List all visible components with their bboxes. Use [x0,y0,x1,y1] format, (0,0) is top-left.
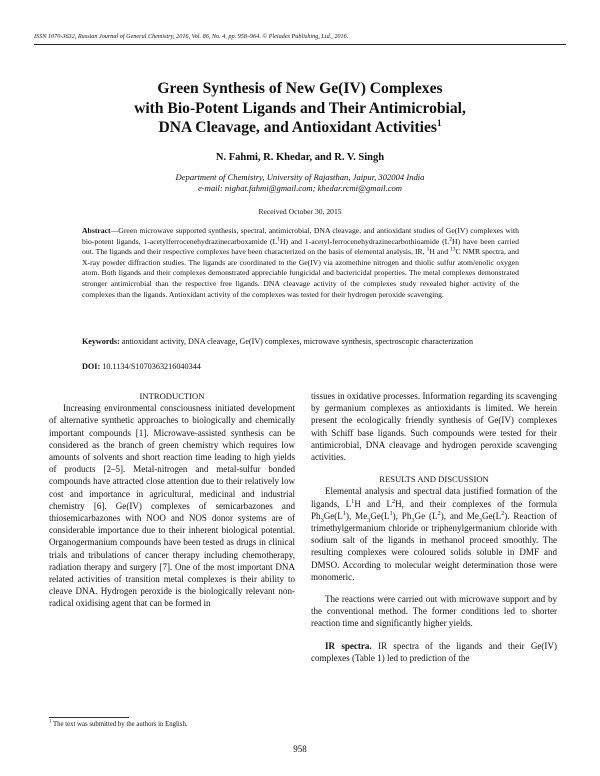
results-sup: 2 [501,509,505,517]
footnote-rule [49,717,129,718]
ir-spectra-label: IR spectra. [325,640,372,651]
section-heading-results: RESULTS AND DISCUSSION [379,474,489,485]
header-rule [34,44,566,45]
results-paragraph-1 [311,485,557,583]
page-number: 958 [293,744,307,754]
results-sup: 1 [389,509,393,517]
results-text: H and L [354,498,392,509]
results-sup: 1 [351,497,355,505]
results-sup: 2 [391,497,396,505]
title-footnote-mark: 1 [437,117,442,128]
results-text: ), Me [346,510,368,521]
title-line-1: Green Synthesis of New Ge(IV) Complexes [157,80,443,97]
keywords-text: antioxidant activity, DNA cleavage, Ge(IV) complexes, microwave synthesis, spectroscopic characterization [121,337,473,346]
results-sub: 3 [367,516,371,524]
abstract-text-1: —Green microwave supported synthesis, spectral, antimicrobial, DNA cleavage, and antioxidant studies of Ge(IV) complexes with bio-potent ligands, 1-acetylferrocenehydrazinecarboxamide (L [82,226,519,246]
spacer [311,583,557,593]
doi-link[interactable]: 10.1134/S1070363216040344 [102,362,201,371]
results-text: ), and Me [440,510,479,521]
results-sup: 2 [437,509,441,517]
title-line-3 [60,118,540,138]
section-heading-introduction: INTRODUCTION [139,391,205,401]
authors: N. Fahmi, R. Khedar, and R. V. Singh [215,152,385,163]
results-sub: 3 [478,516,483,524]
results-paragraph-3 [311,640,557,664]
results-sup: 1 [342,509,346,517]
results-text: Ge(L [370,510,390,521]
results-text: Ge(L [323,510,343,521]
results-text: ). Reaction of trimethylgermanium chloride or triphenylgermanium chloride with sodium salt of the ligands in methanol proceed smoothly. The resulting complexes were coloured solids soluble in DMF and DMSO. According to molecular weight determination those were monomeric. [311,510,557,582]
spacer [311,463,557,473]
title-line-3-text: DNA Cleavage, and Antioxidant Activities [158,119,438,136]
abstract-label: Abstract [82,226,111,235]
right-column [311,390,557,664]
abstract-sup-3: 1 [426,246,430,253]
title-line-2: with Bio-Potent Ligands and Their Antimicrobial, [134,99,466,117]
doi-label: DOI: [82,362,101,371]
intro-paragraph-1: Increasing environmental consciousness initiated development of alternative synthetic approaches to biologically and chemically important compounds [1]. Microwave-assisted synthesis can be considered as the branch of green chemistry which requires low amounts of solvents and short reaction time leading to high yields of products [2–5]. Metal-nitrogen and metal-sulfur bonded compounds have attracted close attention due to their relatively low cost and importance in agricultural, medicinal and industrial chemistry [6]. Ge(IV) complexes of semicarbazones and thiosemicarbazones with NOO and NOS donor systems are of considerable importance due to their inherent biological potential. Organogermanium compounds have been tested as drugs in clinical trials and tribulations of cancer therapy including chemotherapy, radiation therapy and surgery [7]. One of the most important DNA related activities of transition metal complexes is their ability to cleave DNA. Hydrogen peroxide is the biologically relevant non-radical oxidising agent that can be formed in [49,403,295,609]
results-paragraph-2: The reactions were carried out with microwave support and by the conventional method. The former conditions led to shorter reaction time and significantly higher yields. [311,594,557,629]
article-title [60,79,540,138]
footnote-text: The text was submitted by the authors in English. [51,721,188,728]
abstract-sup-2: 2 [449,236,453,243]
results-text: Elemental analysis and spectral data justified formation of the ligands, L [311,486,557,509]
results-sub: 3 [320,516,324,524]
spacer [311,630,557,640]
abstract-text-2: H) and 1-acetyl-ferrocenehydrazinecarbothioamide (L [279,236,450,246]
abstract-sup-4: 13 [450,246,456,253]
results-text: Ge(L [482,510,502,521]
intro-paragraph-2: tissues in oxidative processes. Information regarding its scavenging by germanium complexes as antioxidants is limited. We herein present the ecologically friendly synthesis of Ge(IV) complexes with Schiff base ligands. Such compounds were tested for their antimicrobial, DNA cleavage and hydrogen peroxide scavenging activities. [311,391,557,463]
keywords [82,336,519,347]
results-text: ), Ph [392,510,412,521]
email: e-mail: nighat.fahmi@gmail.com; khedar.rcmi@gmail.com [197,183,403,193]
abstract-text-3: H) have been carried out. The ligands and their respective complexes have been characterized on the basis of elemental analysis, IR, [82,236,519,257]
doi [82,362,519,371]
results-text: Ge (L [414,510,438,521]
received-date: Received October 30, 2015 [258,207,342,216]
ir-spectra-text: IR spectra of the ligands and their Ge(IV) complexes (Table 1) led to prediction of the [311,640,557,663]
abstract [82,226,519,300]
journal-header: ISSN 1070-3632, Russian Journal of General Chemistry, 2016, Vol. 86, No. 4, pp. 958–964. © Pleiades Publishing, Ltd., 2016. [34,33,349,40]
results-text: H, and their complexes of the formula Ph [311,498,557,521]
abstract-text-5: C NMR spectra, and X-ray powder diffraction studies. The ligands are coordinated to the Ge(IV) via azomethine nitrogen and thiolic sulfur atom/enolic oxygen atom. Both ligands and their complexes demonstrated appreciable fungicidal and bactericidal properties. The metal complexes demonstrated stronger antimicrobial than the respective free ligands. DNA cleavage activity of the complexes study revealed higher activity of the complexes than the ligands. Antioxidant activity of the complexes was tested for their hydrogen peroxide scavenging. [82,247,519,299]
abstract-text-4: H and [429,247,451,257]
keywords-label: Keywords: [82,337,120,346]
left-column [49,390,295,610]
footnote-mark: 1 [49,719,52,725]
affiliation: Department of Chemistry, University of Rajasthan, Jaipur, 302004 India [175,172,425,182]
affiliation-block [0,172,600,194]
results-sub: 3 [411,516,415,524]
abstract-sup-1: 1 [277,236,280,243]
footnote [49,721,188,728]
